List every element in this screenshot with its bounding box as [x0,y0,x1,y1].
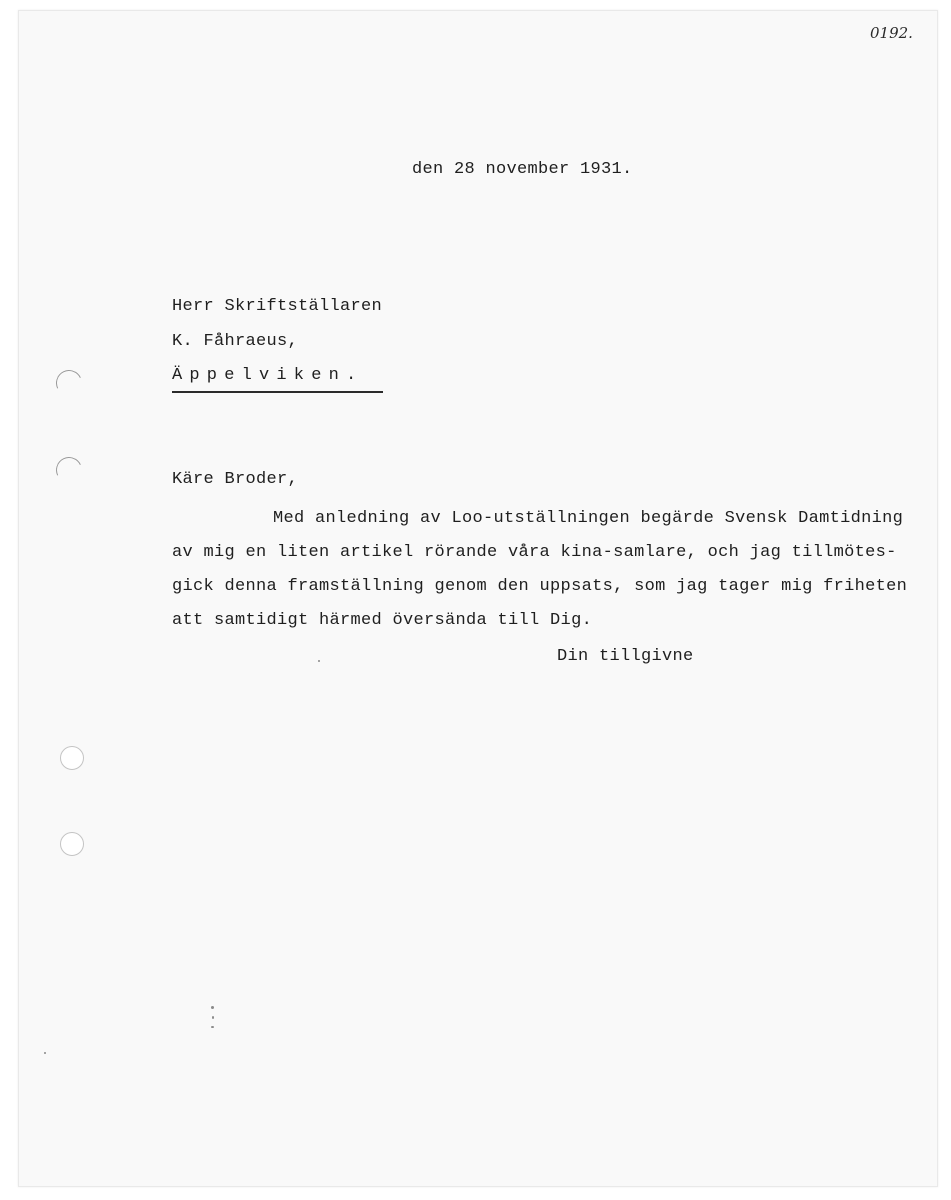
body-line: av mig en liten artikel rörande våra kina-samlare, och jag tillmötes- [172,543,897,562]
paper-speck [211,1026,214,1028]
body-line: gick denna framställning genom den uppsats, som jag tager mig friheten [172,577,908,596]
closing: Din tillgivne [557,647,694,666]
binder-hole-2 [60,832,84,856]
recipient-title: Herr Skriftställaren [172,297,383,316]
paper-speck [211,1006,214,1009]
recipient-place-underline [172,391,383,393]
archive-number: 0192. [870,24,913,42]
letter-page [18,10,938,1187]
paper-speck [212,1016,214,1019]
recipient-name: K. Fåhraeus, [172,332,299,351]
body-line: Med anledning av Loo-utställningen begärde Svensk Damtidning [273,509,904,528]
salutation: Käre Broder, [172,470,299,489]
recipient-place: Äppelviken. [172,366,364,385]
body-line: att samtidigt härmed översända till Dig. [172,611,593,630]
date-line: den 28 november 1931. [412,160,633,179]
paper-speck [44,1052,46,1054]
binder-hole-1 [60,746,84,770]
paper-speck [318,660,320,662]
